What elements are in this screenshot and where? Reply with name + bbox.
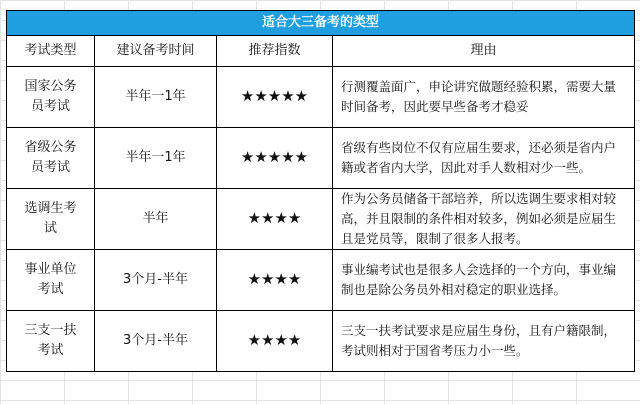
star-rating-icon: ★★★★: [247, 209, 302, 227]
reason-cell: 作为公务员储备干部培养，所以选调生要求相对较高，并且限制的条件相对较多，例如必须是应届生且是党员等，限制了很多人报考。: [333, 189, 635, 250]
table-header-row: [7, 36, 635, 67]
rating-cell: [217, 67, 333, 128]
header-prep-time: 建议备考时间: [95, 36, 217, 67]
prep-time-cell: 半年: [95, 189, 217, 250]
exam-type-cell: 三支一扶考试: [7, 311, 95, 372]
prep-time-cell: 半年一1年: [95, 67, 217, 128]
exam-type-cell: 国家公务员考试: [7, 67, 95, 128]
table-title: 适合大三备考的类型: [7, 11, 635, 36]
reason-cell: 行测覆盖面广，申论讲究做题经验积累，需要大量时间备考，因此要早些备考才稳妥: [333, 67, 635, 128]
reason-cell: 省级有些岗位不仅有应届生要求，还必须是省内户籍或者省内大学，因此对手人数相对少一些。: [333, 128, 635, 189]
rating-cell: [217, 250, 333, 311]
prep-time-cell: 3个月-半年: [95, 311, 217, 372]
table-title-row: [7, 11, 635, 36]
reason-cell: 三支一扶考试要求是应届生身份，且有户籍限制，考试则相对于国省考压力小一些。: [333, 311, 635, 372]
rating-cell: [217, 311, 333, 372]
exam-type-cell: 事业单位考试: [7, 250, 95, 311]
exam-type-cell: 省级公务员考试: [7, 128, 95, 189]
table-row: [7, 128, 635, 189]
header-recommend-index: 推荐指数: [217, 36, 333, 67]
header-exam-type: 考试类型: [7, 36, 95, 67]
star-rating-icon: ★★★★★: [240, 87, 309, 105]
table-row: [7, 311, 635, 372]
reason-cell: 事业编考试也是很多人会选择的一个方向，事业编制也是除公务员外相对稳定的职业选择。: [333, 250, 635, 311]
table-row: [7, 189, 635, 250]
rating-cell: [217, 189, 333, 250]
prep-time-cell: 3个月-半年: [95, 250, 217, 311]
exam-type-cell: 选调生考试: [7, 189, 95, 250]
header-reason: 理由: [333, 36, 635, 67]
prep-time-cell: 半年一1年: [95, 128, 217, 189]
star-rating-icon: ★★★★: [247, 270, 302, 288]
rating-cell: [217, 128, 333, 189]
table-row: [7, 67, 635, 128]
star-rating-icon: ★★★★★: [240, 148, 309, 166]
star-rating-icon: ★★★★: [247, 331, 302, 349]
table-row: [7, 250, 635, 311]
exam-types-table: [6, 10, 635, 372]
